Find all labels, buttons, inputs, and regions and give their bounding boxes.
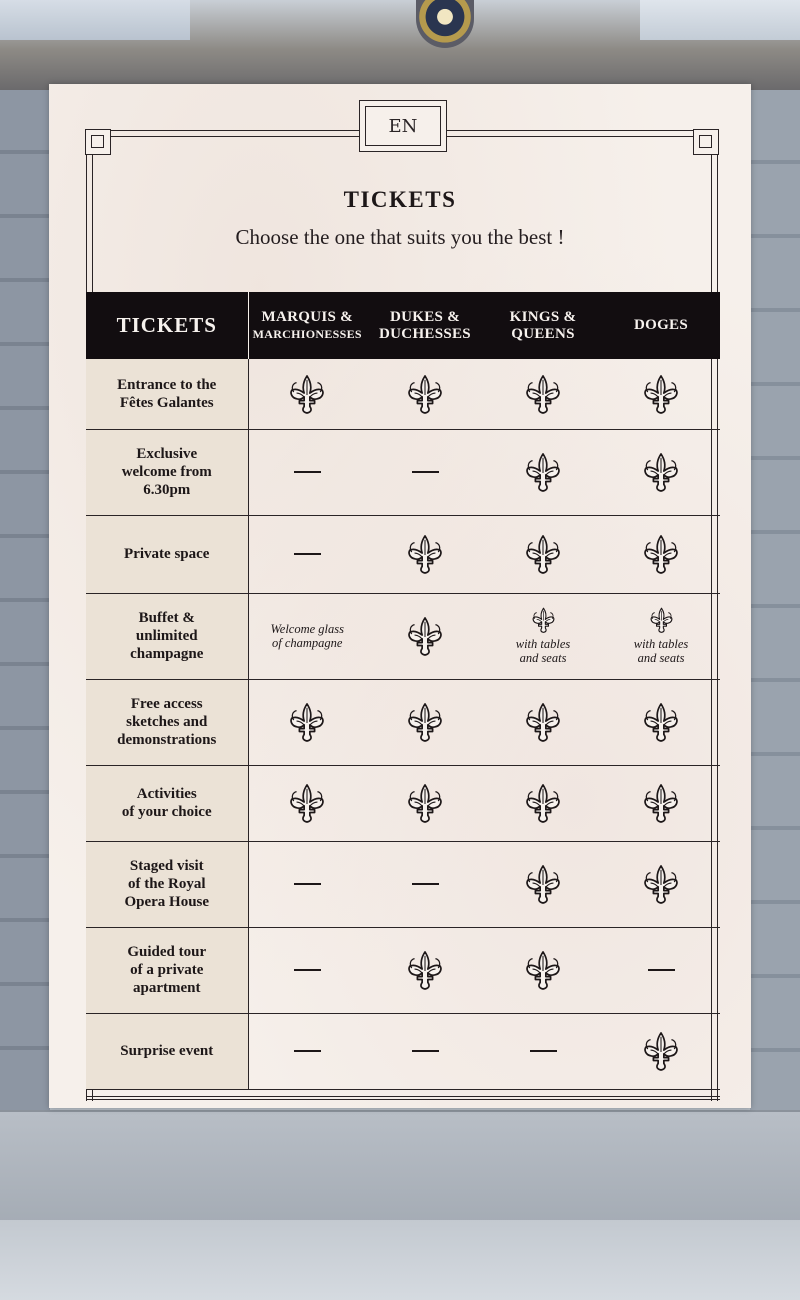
cell-marquis [248,841,366,927]
feature-label-line: Activities [136,786,197,802]
table-row [86,927,720,1013]
cell-content [484,374,602,414]
fleur-de-lis-icon [406,616,444,656]
feature-label-line: Entrance to the [117,376,217,393]
fleur-de-lis-icon [524,374,562,414]
cell-content [366,616,484,656]
fleur-de-lis-icon [406,950,444,990]
tickets-comparison-table [86,292,720,1090]
feature-label [86,593,248,679]
cell-content [602,864,720,904]
fleur-de-lis-icon [642,864,680,904]
cell-marquis [248,679,366,765]
cell-content [249,883,367,885]
column-header-line: DUKES & [389,308,461,325]
cell-marquis [248,1013,366,1089]
cell-content [484,702,602,742]
cell-doges [602,1013,720,1089]
feature-label-line: apartment [133,980,201,996]
cell-kings [484,927,602,1013]
feature-label [86,765,248,841]
cell-content [484,452,602,492]
feature-label-line: Surprise event [120,1043,214,1059]
not-included-dash-icon [412,883,439,885]
cell-doges [602,593,720,679]
cell-doges [602,927,720,1013]
fleur-de-lis-icon [524,950,562,990]
not-included-dash-icon [294,883,321,885]
fleur-de-lis-icon [524,783,562,823]
not-included-dash-icon [294,969,321,971]
feature-label [86,359,248,429]
column-header-kings [484,292,602,359]
cell-content [602,374,720,414]
fleur-de-lis-icon [524,864,562,904]
not-included-dash-icon [294,553,321,555]
feature-label-line: Exclusive [136,446,198,462]
column-header-line: KINGS & [509,308,577,325]
fleur-de-lis-icon [524,702,562,742]
courtyard-ground-background [0,1220,800,1300]
column-header-marquis [248,292,366,359]
cell-kings [484,429,602,515]
feature-label [86,841,248,927]
cell-kings [484,1013,602,1089]
feature-label [86,1013,248,1089]
cell-content [249,374,367,414]
column-header-line: MARQUIS & [261,308,353,325]
fleur-de-lis-icon [288,702,326,742]
not-included-dash-icon [412,471,439,473]
cell-dukes [366,1013,484,1089]
cell-dukes [366,927,484,1013]
frame-corner-ornament [693,129,719,155]
feature-label-line: of your choice [121,804,212,820]
column-header-tickets: TICKETS [86,292,248,359]
language-label: EN [388,115,418,137]
palace-wall-background [0,90,50,1110]
column-header-line: DUCHESSES [379,325,471,342]
cell-kings [484,679,602,765]
cell-content [366,950,484,990]
cell-content [249,622,367,650]
not-included-dash-icon [412,1050,439,1052]
table-row [86,359,720,429]
cell-marquis [248,359,366,429]
feature-label-line: of a private [130,962,204,978]
cell-note: Welcome glass [270,622,344,636]
cell-content [602,969,720,971]
fleur-de-lis-icon [406,783,444,823]
feature-label-line: Fêtes Galantes [119,394,214,411]
feature-label [86,429,248,515]
cell-doges [602,429,720,515]
table-row [86,841,720,927]
sky-background [640,0,800,40]
cell-doges [602,841,720,927]
cell-content [484,864,602,904]
feature-label-line: champagne [130,646,204,662]
fleur-de-lis-icon [642,534,680,574]
fleur-de-lis-icon [649,607,674,633]
cell-content [249,702,367,742]
fleur-de-lis-icon [524,452,562,492]
cell-content [366,702,484,742]
cell-content [249,471,367,473]
not-included-dash-icon [648,969,675,971]
cell-content [366,883,484,885]
table-row [86,765,720,841]
feature-label-line: welcome from [121,464,212,480]
cell-content [602,783,720,823]
feature-label [86,515,248,593]
feature-label-line: unlimited [135,628,198,644]
not-included-dash-icon [530,1050,557,1052]
cell-content [366,783,484,823]
fleur-de-lis-icon [406,534,444,574]
cell-content [484,607,602,665]
column-header-doges [602,292,720,359]
cell-content [602,1031,720,1071]
not-included-dash-icon [294,1050,321,1052]
page-subtitle: Choose the one that suits you the best ! [235,225,565,249]
language-selector[interactable] [359,100,447,152]
fleur-de-lis-icon [524,534,562,574]
cell-dukes [366,679,484,765]
cell-content [602,534,720,574]
feature-label-line: Free access [130,696,203,712]
cell-note: and seats [637,651,685,665]
frame-corner-ornament [85,129,111,155]
cell-note: and seats [519,651,567,665]
cell-content [484,534,602,574]
feature-label-line: sketches and [126,714,208,730]
cell-dukes [366,765,484,841]
cell-dukes [366,841,484,927]
cell-content [249,783,367,823]
frame-bottom-rule [86,1096,720,1100]
feature-label [86,679,248,765]
column-header-line: QUEENS [511,325,575,342]
cell-doges [602,359,720,429]
palace-wall-background [750,90,800,1110]
fleur-de-lis-icon [642,374,680,414]
table-row [86,515,720,593]
table-header-row [86,292,720,359]
page-title: TICKETS [343,187,457,212]
cell-marquis [248,593,366,679]
cell-note: of champagne [272,636,343,650]
cell-doges [602,515,720,593]
cell-note: with tables [633,637,689,651]
cell-doges [602,679,720,765]
table-body [86,359,720,1089]
cell-marquis [248,515,366,593]
column-header-line: DOGES [633,317,688,333]
tickets-card [49,84,751,1108]
cell-content [366,1050,484,1052]
courtyard-step-background [0,1110,800,1222]
feature-label [86,927,248,1013]
fleur-de-lis-icon [642,452,680,492]
column-header-line: MARCHIONESSES [252,326,362,341]
cell-dukes [366,429,484,515]
cell-marquis [248,429,366,515]
cell-content [602,452,720,492]
cell-marquis [248,765,366,841]
cell-content [484,950,602,990]
feature-label-line: Private space [124,546,210,562]
cell-content [366,534,484,574]
fleur-de-lis-icon [531,607,556,633]
cell-content [484,783,602,823]
fleur-de-lis-icon [642,783,680,823]
cell-marquis [248,927,366,1013]
fleur-de-lis-icon [288,374,326,414]
not-included-dash-icon [294,471,321,473]
cell-dukes [366,359,484,429]
cell-kings [484,593,602,679]
fleur-de-lis-icon [642,702,680,742]
cell-content [249,969,367,971]
table-row [86,593,720,679]
table-row [86,1013,720,1089]
sky-background [0,0,190,40]
cell-content [249,1050,367,1052]
feature-label-line: of the Royal [128,876,206,892]
cell-dukes [366,515,484,593]
cell-content [602,702,720,742]
table-row [86,679,720,765]
table-row [86,429,720,515]
cell-kings [484,765,602,841]
cell-doges [602,765,720,841]
cell-kings [484,359,602,429]
fleur-de-lis-icon [288,783,326,823]
cell-content [602,607,720,665]
feature-label-line: demonstrations [117,732,217,748]
cell-content [366,471,484,473]
cell-note: with tables [515,637,571,651]
feature-label-line: Staged visit [129,858,204,874]
fleur-de-lis-icon [406,702,444,742]
fleur-de-lis-icon [642,1031,680,1071]
cell-dukes [366,593,484,679]
feature-label-line: 6.30pm [143,482,191,498]
feature-label-line: Buffet & [138,610,195,626]
cell-content [484,1050,602,1052]
cell-kings [484,515,602,593]
column-header-dukes [366,292,484,359]
feature-label-line: Opera House [124,894,210,910]
cell-content [366,374,484,414]
fleur-de-lis-icon [406,374,444,414]
feature-label-line: Guided tour [127,944,207,960]
cell-content [249,553,367,555]
cell-kings [484,841,602,927]
